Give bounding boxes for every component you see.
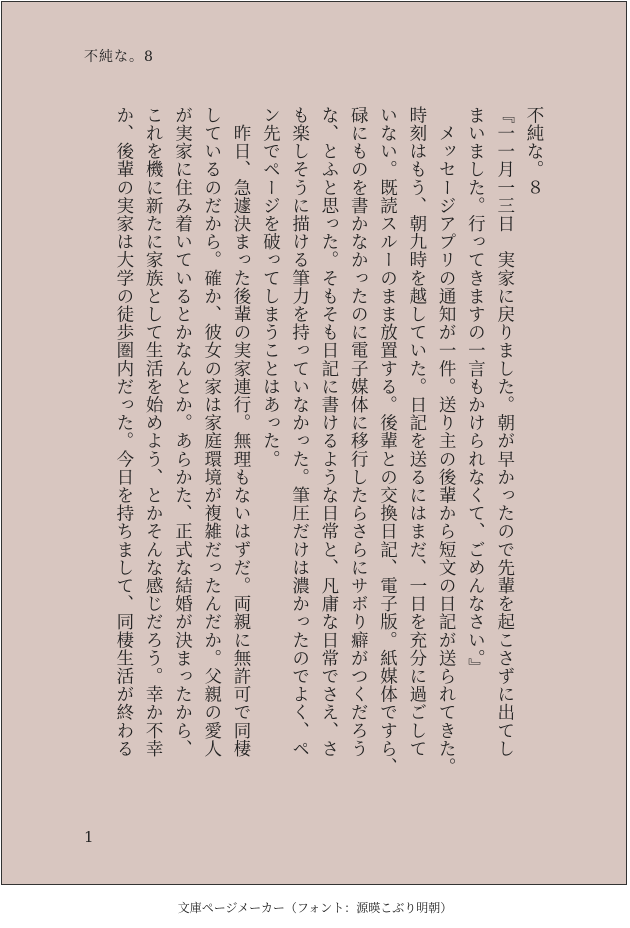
text-line: 『一一月一三日 実家に戻りました。朝が早かったので先輩を起こさずに出てし: [494, 106, 515, 758]
text-line: が実家に住み着いているとかなんとか。あらかた、正式な結婚が決まったから、: [172, 106, 193, 758]
book-page: [1, 1, 627, 885]
text-line: な、とふと思った。そもそも日記に書けるような日常と、凡庸な日常でさえ、さ: [318, 106, 339, 758]
text-line: しているのだから。確か、彼女の家は家庭環境が複雑だったんだか。父親の愛人: [201, 106, 222, 758]
text-line: ン先でページを破ってしまうことはあった。: [260, 106, 281, 468]
text-line: 時刻はもう、朝九時を越していた。日記を送るにはまだ、一日を充分に過ごして: [406, 106, 427, 758]
text-line: 昨日、急遽決まった後輩の実家連行。無理もないはずだ。両親に無許可で同棲: [231, 106, 252, 758]
running-header: 不純な。8: [84, 49, 154, 65]
text-line: メッセージアプリの通知が一件。送り主の後輩から短文の日記が送られてきた。: [436, 106, 457, 776]
text-line: か、後輩の実家は大学の徒歩圏内だった。今日を持ちまして、同棲生活が終わる: [113, 106, 134, 758]
text-line: これを機に新たに家族として生活を始めよう、とかそんな感じだろう。幸か不幸: [143, 106, 164, 758]
body-text: [78, 106, 548, 796]
text-line: まいました。行ってきますの一言もかけられなくて、ごめんなさい。』: [465, 106, 486, 677]
text-line: 碌にものを書かなかったのに電子媒体に移行したらさらにサボり癖がつくだろう: [348, 106, 369, 758]
text-line: も楽しそうに描ける筆力を持っていなかった。筆圧だけは濃かったのでよく、ペ: [289, 106, 310, 758]
page-number: 1: [84, 828, 94, 846]
text-line: 不純な。８: [524, 106, 544, 197]
footer-credit: 文庫ページメーカー（フォント：源暎こぶり明朝）: [177, 901, 453, 915]
text-line: いない。既読スルーのまま放置する。後輩との交換日記、電子版。紙媒体ですら、: [377, 106, 398, 776]
